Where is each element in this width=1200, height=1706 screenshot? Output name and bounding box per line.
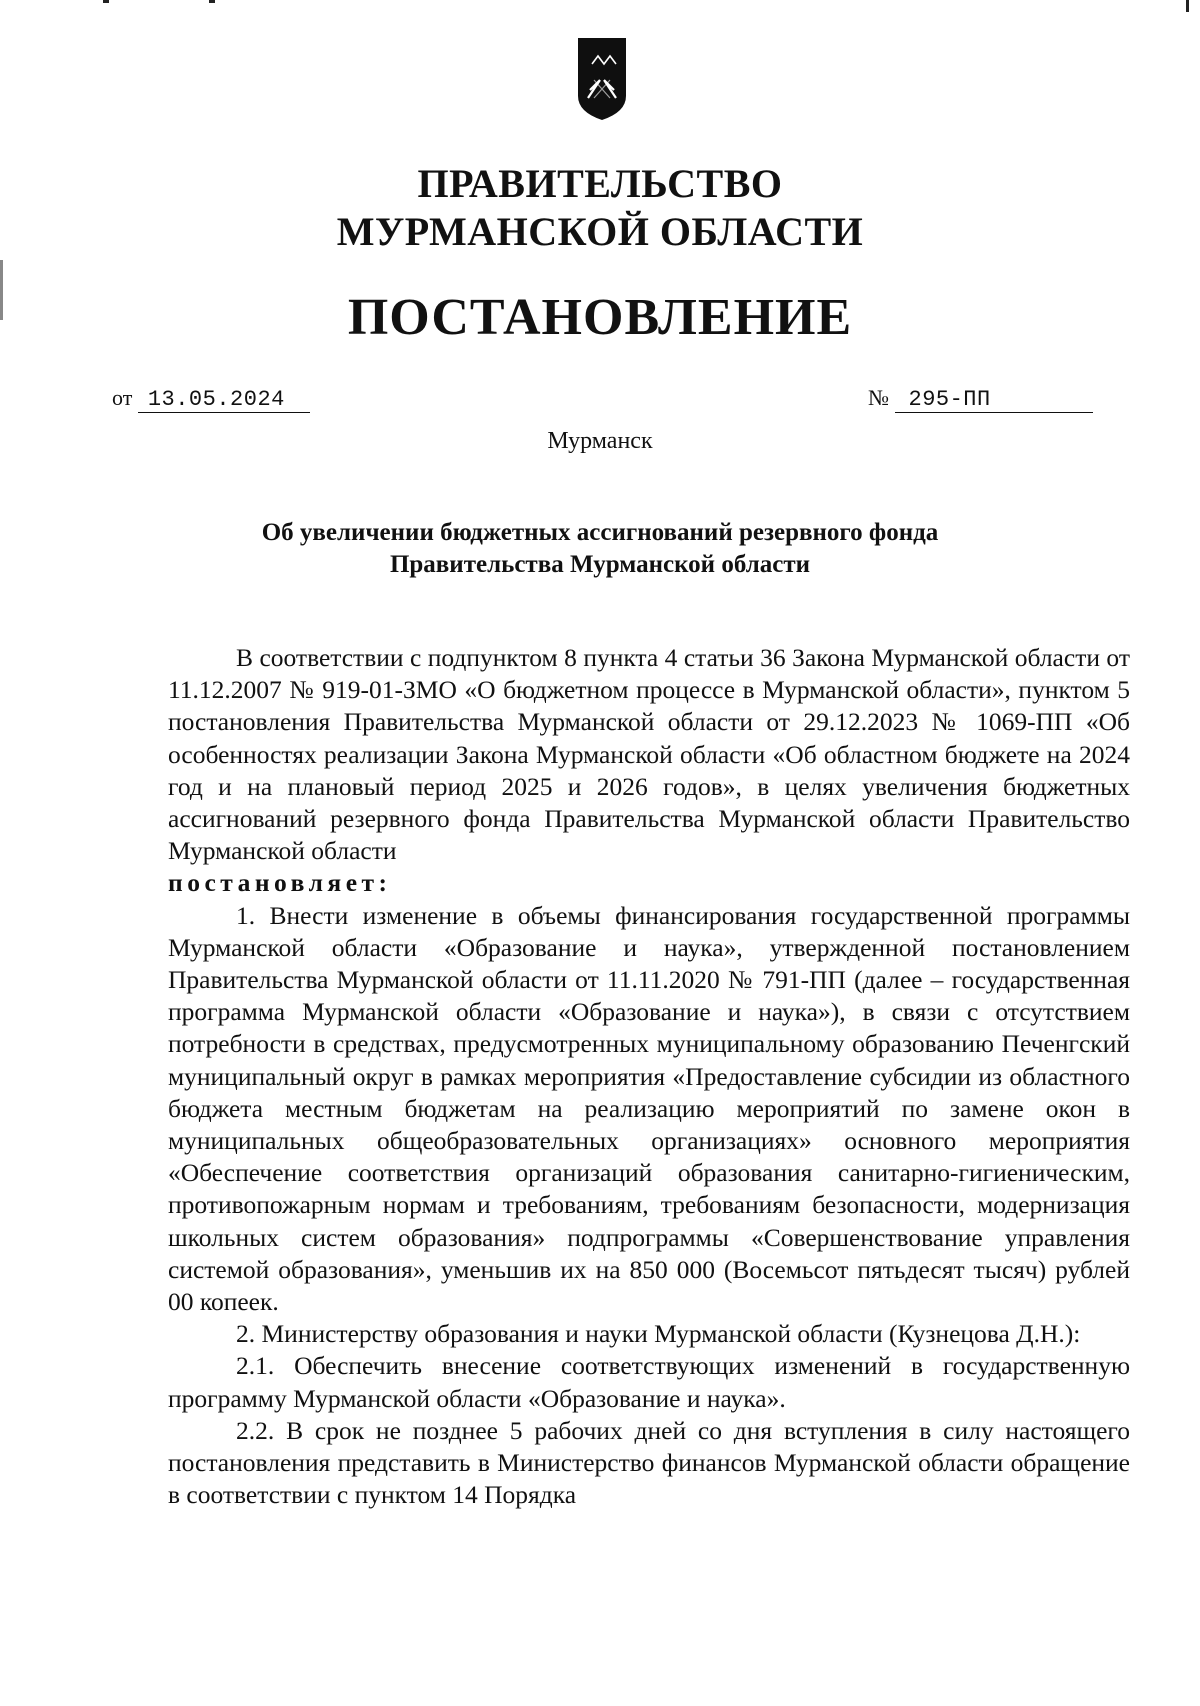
document-date xyxy=(112,385,310,413)
organization-title: ПРАВИТЕЛЬСТВО xyxy=(417,161,783,206)
scan-mark xyxy=(103,0,109,3)
date-value: 13.05.2024 xyxy=(138,388,310,413)
number-label: № xyxy=(868,385,889,410)
item-1: 1. Внести изменение в объемы финансирования государственной программы Мурманской области «Образование и наука», утвержденной постановлением Правительства Мурманской области от 11.11.2020 № 791-ПП (далее – государственная программа Мурманской области «Образование и наука»), в связи с отсутствием потребности в средствах, предусмотренных муниципальному образованию Печенгский муниципальный округ в рамках мероприятия «Предоставление субсидии из областного бюджета местным бюджетам на реализацию мероприятий по замене окон в муниципальных общеобразовательных организациях» основного мероприятия «Обеспечение соответствия организаций образования санитарно-гигиеническим, противопожарным нормам и требованиям, требованиям безопасности, модернизация школьных систем образования» подпрограммы «Совершенствование управления системой образования», уменьшив их на 850 000 (Восемьсот пятьдесят тысяч) рублей 00 копеек. xyxy=(168,900,1130,1317)
item-2: 2. Министерству образования и науки Мурманской области (Кузнецова Д.Н.): xyxy=(236,1319,1081,1349)
date-label: от xyxy=(112,385,133,410)
document-number xyxy=(868,385,1093,413)
resolution-keyword-paragraph xyxy=(168,867,1130,899)
document-body xyxy=(168,642,1130,1511)
scan-mark xyxy=(1186,0,1189,12)
organization-title-line2: МУРМАНСКОЙ ОБЛАСТИ xyxy=(336,209,864,254)
document-type: ПОСТАНОВЛЕНИЕ xyxy=(347,289,853,346)
coat-of-arms-icon xyxy=(572,34,632,122)
scan-mark xyxy=(209,0,215,3)
subject-title: Об увеличении бюджетных ассигнований резервного фонда xyxy=(261,519,939,546)
number-value: 295-ПП xyxy=(895,388,1093,413)
subject-title-line2: Правительства Мурманской области xyxy=(389,551,811,578)
preamble-paragraph: В соответствии с подпунктом 8 пункта 4 статьи 36 Закона Мурманской области от 11.12.2007 № 919-01-ЗМО «О бюджетном процессе в Мурманской области», пунктом 5 постановления Правительства Мурманской области от 29.12.2023 № 1069-ПП «Об особенностях реализации Закона Мурманской области «Об областном бюджете на 2024 год и на плановый период 2025 и 2026 годов», в целях увеличения бюджетных ассигнований резервного фонда Правительства Мурманской области Правительство Мурманской области xyxy=(168,643,1130,866)
item-2-2: 2.2. В срок не позднее 5 рабочих дней со дня вступления в силу настоящего постановления представить в Министерство финансов Мурманской области обращение в соответствии с пунктом 14 Порядка xyxy=(168,1415,1130,1510)
resolution-keyword: постановляет: xyxy=(168,868,392,898)
city: Мурманск xyxy=(547,428,653,454)
item-2-1: 2.1. Обеспечить внесение соответствующих изменений в государственную программу Мурманской области «Образование и наука». xyxy=(168,1351,1130,1413)
